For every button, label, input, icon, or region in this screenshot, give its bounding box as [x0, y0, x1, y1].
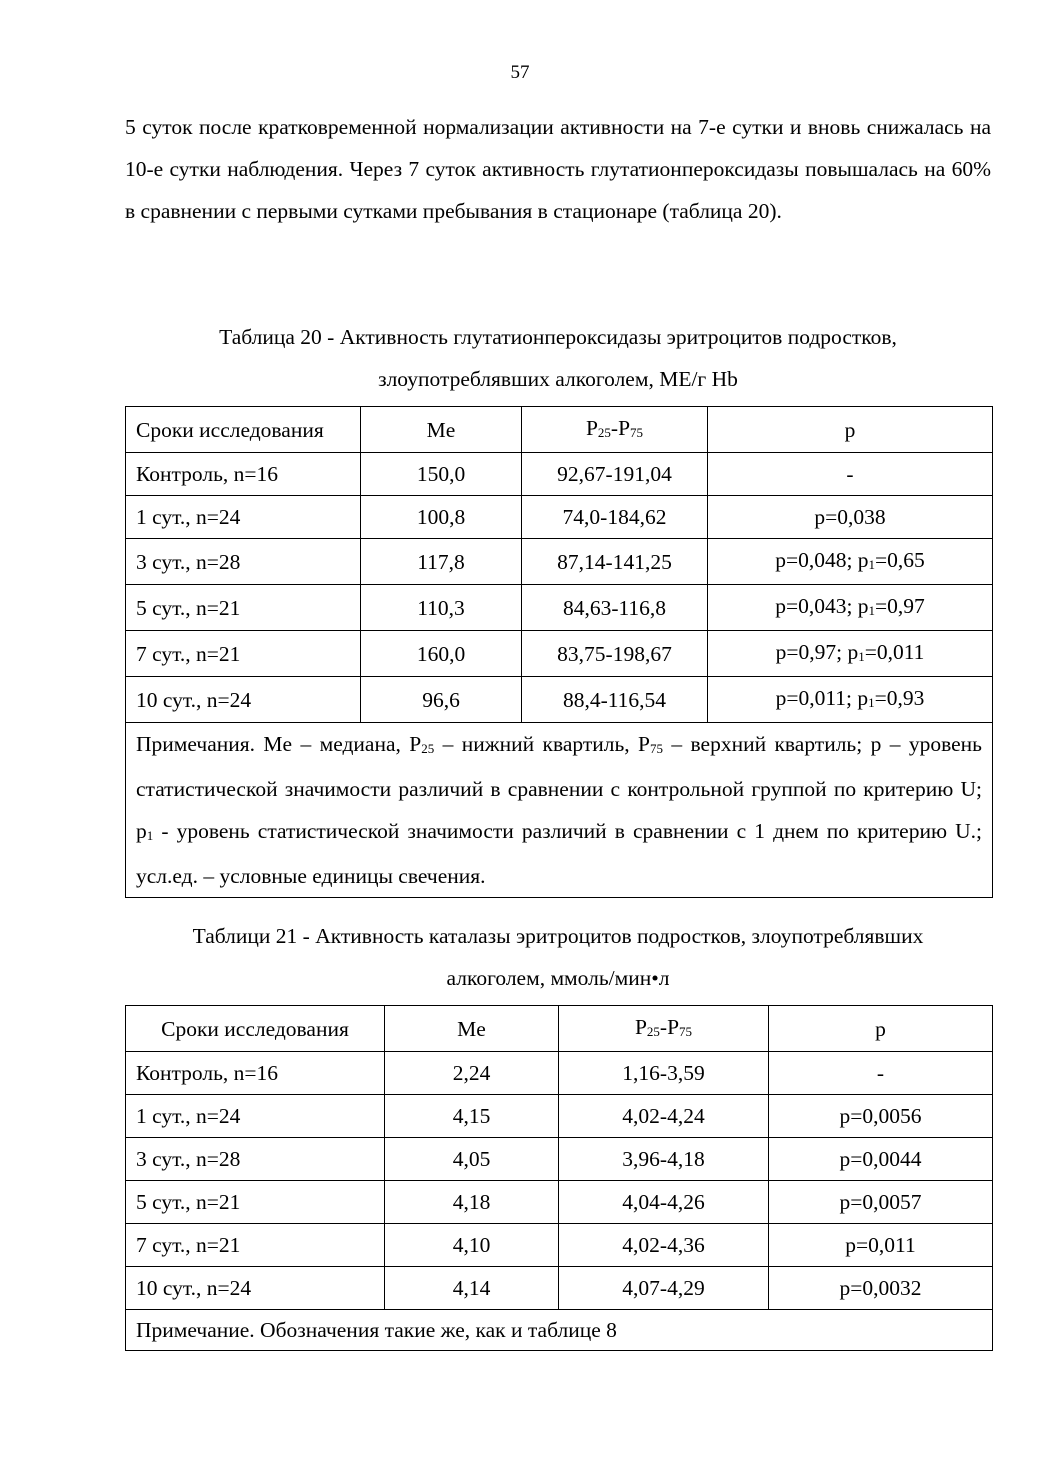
cell-range: 74,0-184,62 [522, 496, 708, 539]
table20-caption-line2: злоупотреблявших алкоголем, МЕ/г Hb [378, 367, 738, 391]
cell-p: - [769, 1052, 993, 1095]
cell-period: 1 сут., n=24 [126, 496, 361, 539]
cell-p: p=0,038 [708, 496, 993, 539]
cell-period: 7 сут., n=21 [126, 631, 361, 677]
table-row [126, 1095, 993, 1138]
cell-me: 160,0 [361, 631, 522, 677]
table-row [126, 1224, 993, 1267]
header-cell-period: Сроки исследования [126, 407, 361, 453]
table-row [126, 453, 993, 496]
cell-period: 5 сут., n=21 [126, 1181, 385, 1224]
page-number: 57 [510, 62, 530, 83]
cell-me: 100,8 [361, 496, 522, 539]
cell-period: 3 сут., n=28 [126, 539, 361, 585]
table21-caption [125, 915, 991, 999]
header-cell-range: $P_{25}-P_{75}$ [559, 1006, 769, 1052]
table-row [126, 1267, 993, 1310]
cell-period: 10 сут., n=24 [126, 677, 361, 723]
cell-range: 4,07-4,29 [559, 1267, 769, 1310]
table-row [126, 539, 993, 585]
table-row [126, 585, 993, 631]
cell-period: 3 сут., n=28 [126, 1138, 385, 1181]
table21-header-row [126, 1006, 993, 1052]
table-row [126, 1052, 993, 1095]
table-row [126, 631, 993, 677]
cell-p: p=0,043; $p_1=0,97$ [708, 585, 993, 631]
header-cell-range: $P_{25}-P_{75}$ [522, 407, 708, 453]
cell-me: 4,14 [385, 1267, 559, 1310]
table-row [126, 677, 993, 723]
cell-range: 4,04-4,26 [559, 1181, 769, 1224]
cell-me: 96,6 [361, 677, 522, 723]
cell-me: 117,8 [361, 539, 522, 585]
body-paragraph: 5 суток после кратковременной нормализации активности на 7-е сутки и вновь снижалась на 10-е сутки наблюдения. Через 7 суток активность глутатионпероксидазы повышалась на 60% в сравнении с первыми сутками пребывания в стационаре (таблица 20). [125, 115, 991, 223]
cell-period: 1 сут., n=24 [126, 1095, 385, 1138]
cell-range: 87,14-141,25 [522, 539, 708, 585]
cell-p: p=0,0032 [769, 1267, 993, 1310]
cell-range: 1,16-3,59 [559, 1052, 769, 1095]
header-cell-period: Сроки исследования [126, 1006, 385, 1052]
cell-period: Контроль, n=16 [126, 453, 361, 496]
header-cell-me: Me [361, 407, 522, 453]
cell-p: p=0,97; $p_1=0,011$ [708, 631, 993, 677]
cell-range: 92,67-191,04 [522, 453, 708, 496]
cell-p: p=0,048; $p_1=0,65$ [708, 539, 993, 585]
cell-period: 5 сут., n=21 [126, 585, 361, 631]
table-row [126, 496, 993, 539]
header-cell-p: p [769, 1006, 993, 1052]
cell-range: 84,63-116,8 [522, 585, 708, 631]
table20-header-row [126, 407, 993, 453]
cell-me: 2,24 [385, 1052, 559, 1095]
cell-me: 4,18 [385, 1181, 559, 1224]
table-row [126, 1138, 993, 1181]
cell-p: p=0,0056 [769, 1095, 993, 1138]
cell-p: p=0,011; $p_1=0,93$ [708, 677, 993, 723]
header-cell-p: p [708, 407, 993, 453]
table21 [125, 1005, 993, 1351]
cell-range: 83,75-198,67 [522, 631, 708, 677]
table20-caption-line1: Таблица 20 - Активность глутатионпероксидазы эритроцитов подростков, [219, 325, 897, 349]
cell-range: 3,96-4,18 [559, 1138, 769, 1181]
cell-me: 4,10 [385, 1224, 559, 1267]
header-cell-me: Me [385, 1006, 559, 1052]
cell-me: 150,0 [361, 453, 522, 496]
table20-note-row [126, 723, 993, 898]
cell-p: p=0,011 [769, 1224, 993, 1267]
cell-period: 10 сут., n=24 [126, 1267, 385, 1310]
cell-period: Контроль, n=16 [126, 1052, 385, 1095]
table21-caption-line1: Таблици 21 - Активность каталазы эритроцитов подростков, злоупотреблявших [192, 924, 924, 948]
cell-p: p=0,0057 [769, 1181, 993, 1224]
table21-note-row [126, 1310, 993, 1351]
cell-me: 4,15 [385, 1095, 559, 1138]
table20-note: Примечания. Me – медиана, $P_{25}$ – нижний квартиль, $P_{75}$ – верхний квартиль; p – уровень статистической значимости различий в сравнении с контрольной группой по критерию U; $p_1$ - уровень статистической значимости различий в сравнении с 1 днем по критерию U.; усл.ед. – условные единицы свечения. [126, 723, 993, 898]
table21-note: Примечание. Обозначения такие же, как и таблице 8 [126, 1310, 993, 1351]
table21-caption-line2: алкоголем, ммоль/мин•л [446, 966, 670, 990]
cell-me: 110,3 [361, 585, 522, 631]
table-row [126, 1181, 993, 1224]
cell-period: 7 сут., n=21 [126, 1224, 385, 1267]
cell-me: 4,05 [385, 1138, 559, 1181]
cell-p: p=0,0044 [769, 1138, 993, 1181]
cell-range: 4,02-4,36 [559, 1224, 769, 1267]
table20-caption [125, 316, 991, 400]
cell-range: 4,02-4,24 [559, 1095, 769, 1138]
cell-range: 88,4-116,54 [522, 677, 708, 723]
cell-p: - [708, 453, 993, 496]
table20 [125, 406, 993, 898]
